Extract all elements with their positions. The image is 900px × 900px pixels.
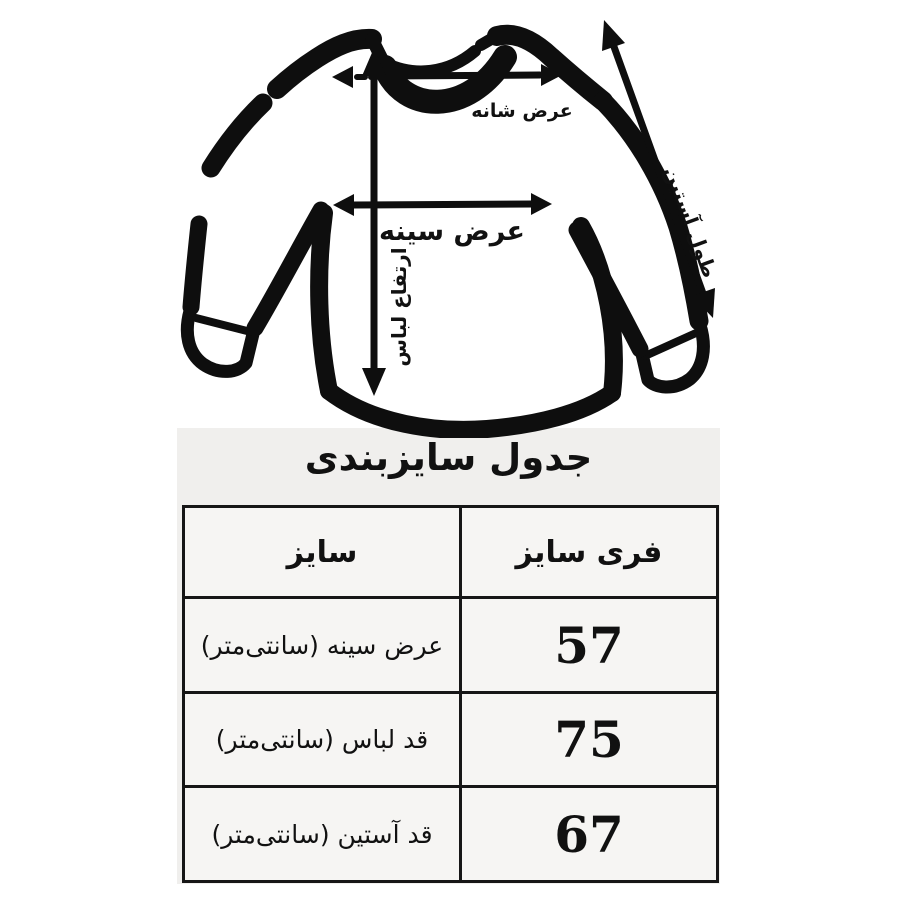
size-column-header: سایز (184, 507, 461, 598)
left-cuff-seam (196, 318, 251, 332)
garment-length-row-label: قد لباس (سانتی‌متر) (184, 692, 461, 787)
sleeve-arrow-shaft (613, 44, 705, 299)
hem-line (329, 391, 612, 430)
arrowhead-down-icon (362, 368, 386, 396)
sweatshirt-measurement-diagram (0, 0, 900, 438)
chest-width-arrow (333, 193, 552, 247)
table-row-garment-length (184, 692, 718, 787)
arrowhead-left-icon (332, 66, 353, 88)
sleeve-length-label: طول آستین (659, 163, 723, 281)
sleeve-length-value: 67 (461, 787, 718, 882)
shoulder-width-label: عرض شانه (471, 100, 573, 122)
size-chart-title: جدول سایزبندی (304, 436, 593, 479)
left-body-line (319, 213, 329, 391)
garment-length-value: 75 (461, 692, 718, 787)
left-shoulder-line (277, 39, 372, 89)
chest-arrow-shaft (352, 204, 533, 205)
table-row-sleeve-length (184, 787, 718, 882)
left-sleeve-outer-lower (191, 224, 199, 307)
right-cuff-seam (645, 333, 696, 356)
chest-width-value: 57 (461, 598, 718, 693)
right-shoulder-line (497, 35, 603, 101)
garment-height-label: ارتفاع لباس (387, 247, 411, 367)
right-body-line (581, 226, 614, 393)
sleeve-length-row-label: قد آستین (سانتی‌متر) (184, 787, 461, 882)
table-row-chest-width (184, 598, 718, 693)
left-sleeve-outer-upper (211, 103, 263, 168)
size-table-header-row (184, 507, 718, 598)
free-size-column-header: فری سایز (461, 507, 718, 598)
chest-width-row-label: عرض سینه (سانتی‌متر) (184, 598, 461, 693)
size-table (182, 505, 719, 883)
shoulder-arrow-shaft (382, 75, 540, 76)
arrowhead-right-icon (531, 193, 552, 215)
chest-width-label: عرض سینه (379, 216, 525, 247)
